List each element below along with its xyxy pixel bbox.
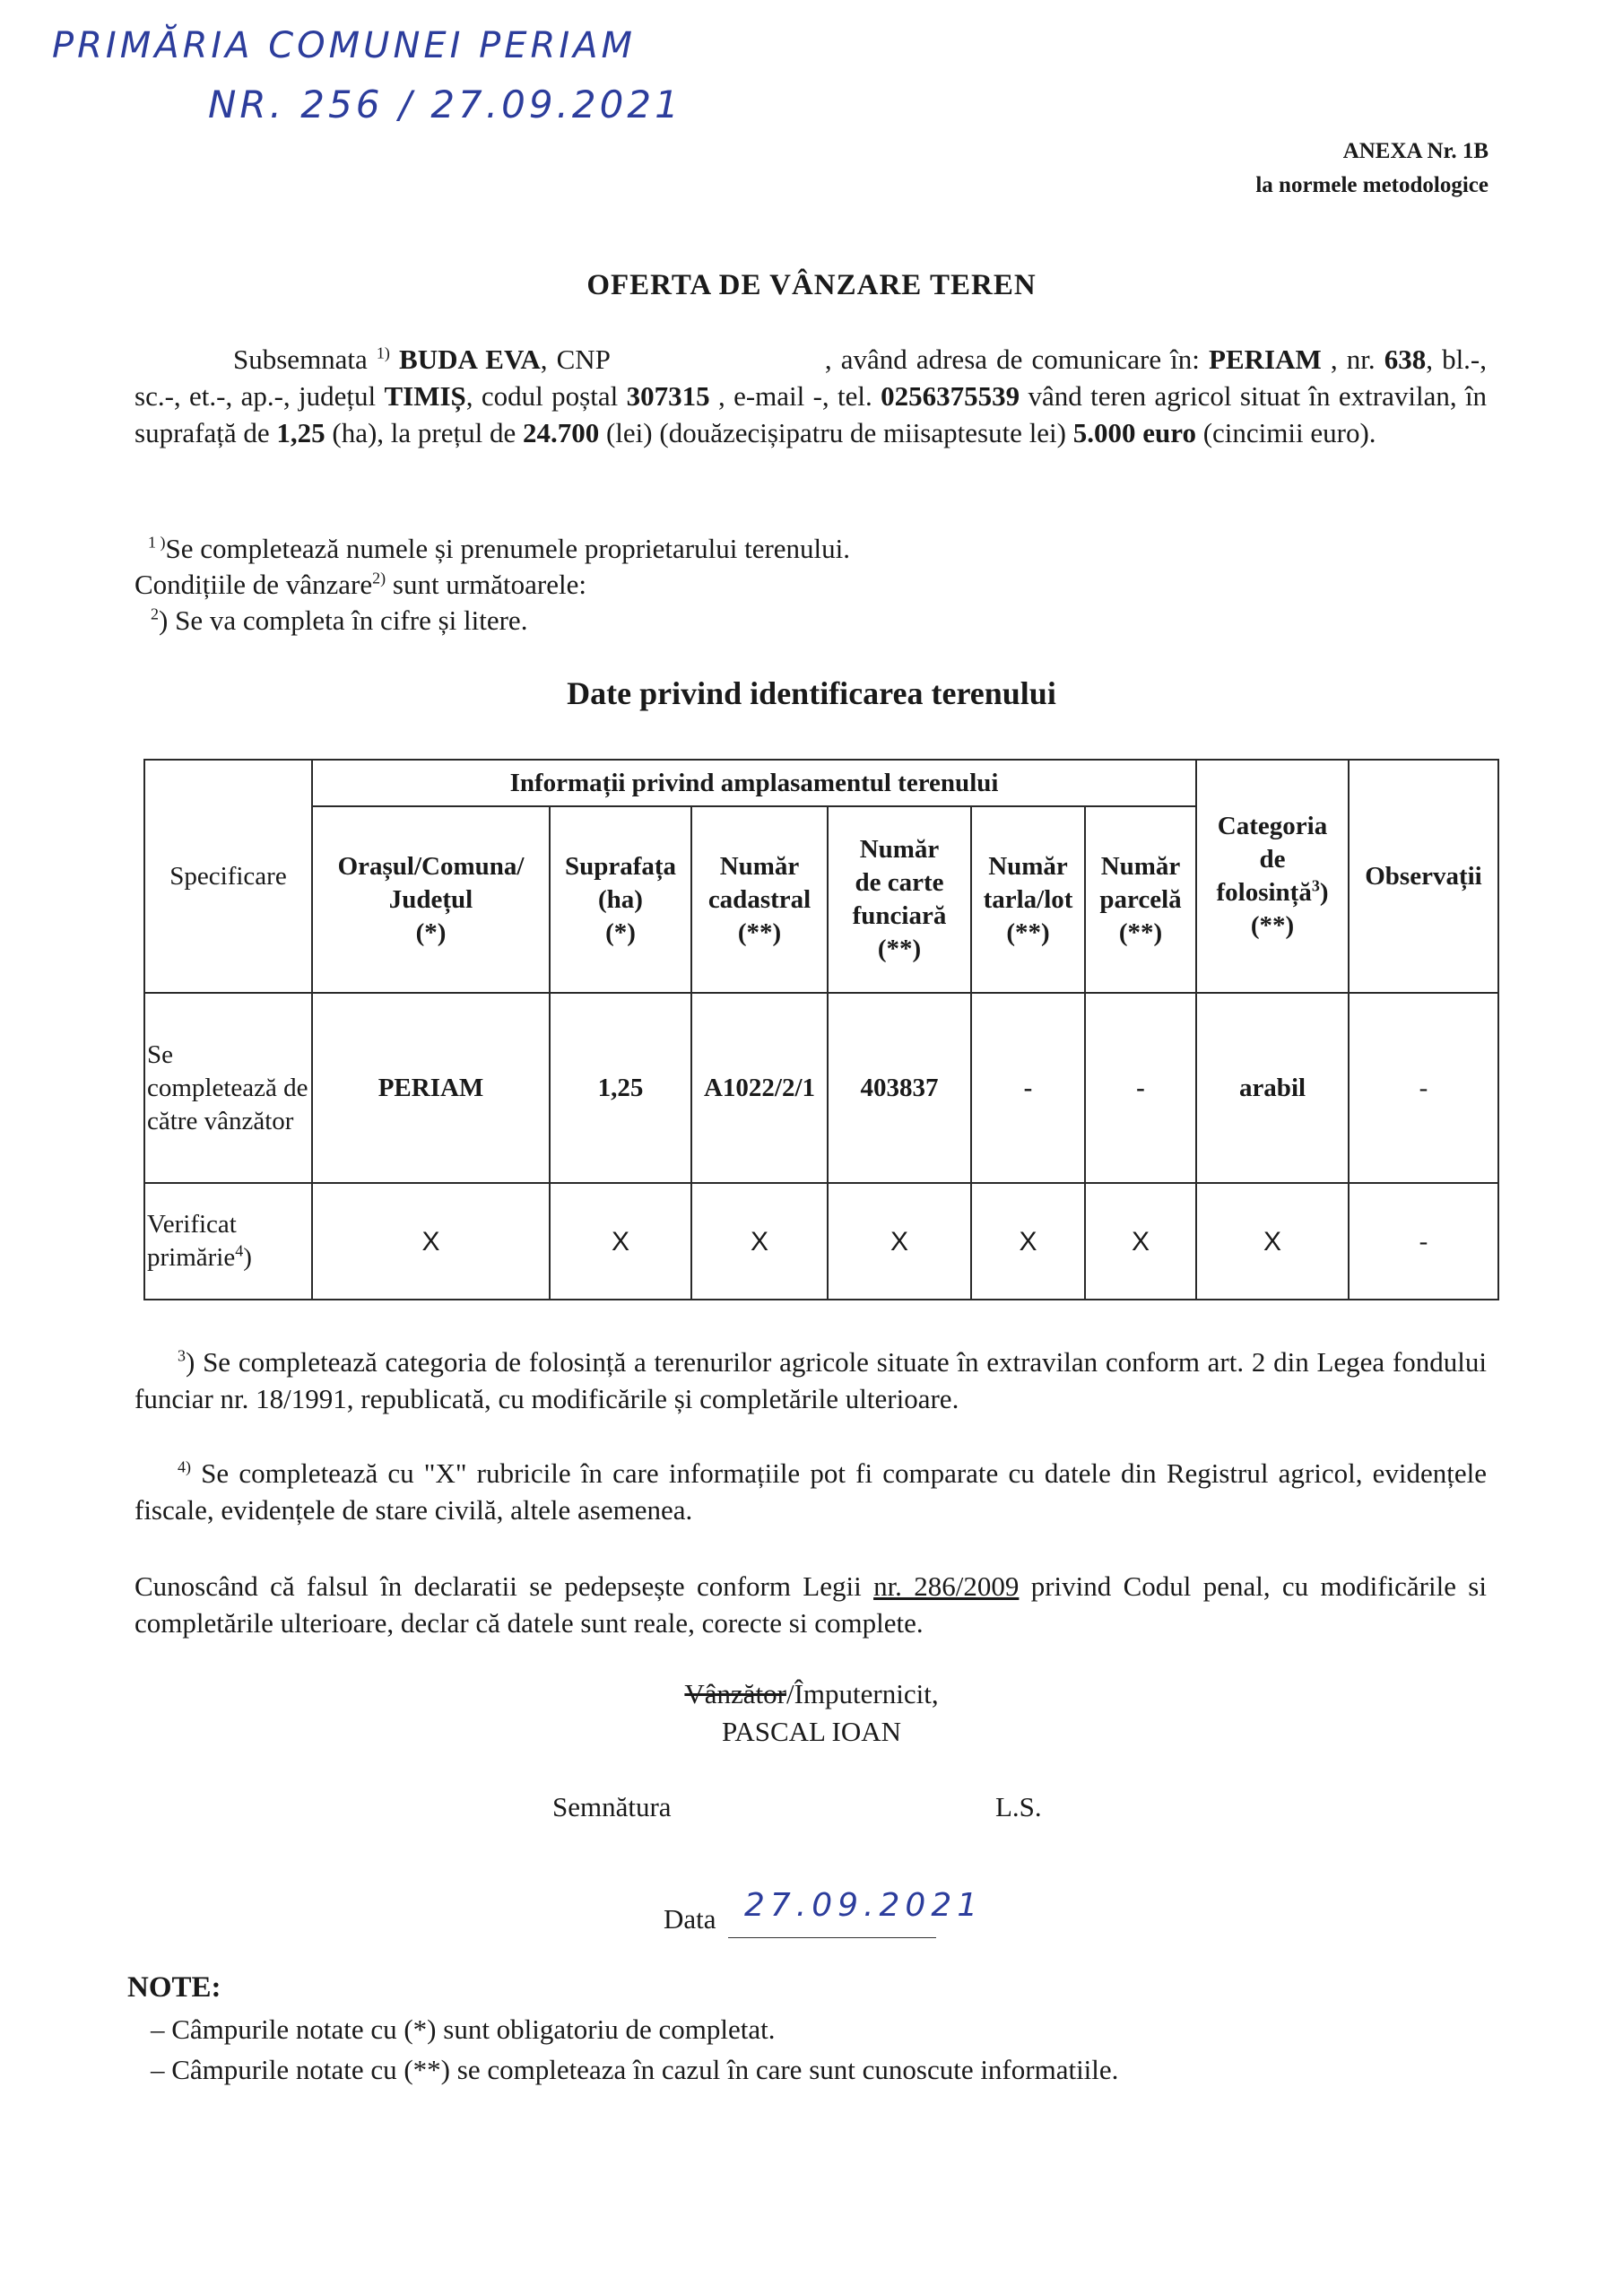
header-categoria: Categoria de folosință$^3$) (**) xyxy=(1196,760,1349,993)
notes-item-1: – Câmpurile notate cu (*) sunt obligatoriu de completat. xyxy=(151,2013,776,2045)
cell-categoria: arabil xyxy=(1196,993,1349,1183)
header-suprafata: Suprafața (ha) (*) xyxy=(550,806,691,993)
section-title: Date privind identificarea terenului xyxy=(567,675,1056,711)
signatory-name: PASCAL IOAN xyxy=(721,1716,902,1747)
row-label-seller: Se completează de către vânzător xyxy=(144,993,312,1183)
cell-carte-funciara: 403837 xyxy=(828,993,971,1183)
table-row-verification xyxy=(144,1183,1498,1300)
cell-cadastral: A1022/2/1 xyxy=(691,993,828,1183)
sale-conditions: Condițiile de vânzare$^{2)}$ sunt următoarele: xyxy=(135,569,586,600)
check-tarla: X xyxy=(971,1183,1085,1300)
signature-label: Semnătura xyxy=(552,1791,672,1822)
date-handwritten: 27.09.2021 xyxy=(744,1887,984,1924)
date-line xyxy=(728,1937,936,1938)
intro-paragraph: Subsemnata $^{1)}$ BUDA EVA, CNP , având adresa de comunicare în: PERIAM , nr. 638, bl.-, sc.-, et.-, ap.-, județul TIMIȘ, codul poștal 307315 , e-mail -, tel. 0256375539 vând teren agricol situat în extravilan, în suprafață de 1,25 (ha), la prețul de 24.700 (lei) (douăzecișipatru de miisaptesute lei) 5.000 euro (cincimii euro). xyxy=(135,344,1488,448)
annex-number: ANEXA Nr. 1B xyxy=(1342,139,1488,163)
header-tarla-lot: Număr tarla/lot (**) xyxy=(971,806,1085,993)
signatory-role: Vânzător/Împuternicit, xyxy=(684,1678,939,1709)
price-lei: 24.700 xyxy=(522,417,600,448)
notes-heading: NOTE: xyxy=(127,1971,221,2004)
date-label: Data xyxy=(664,1903,716,1935)
table-row-seller xyxy=(144,993,1498,1183)
law-reference: nr. 286/2009 xyxy=(873,1570,1020,1602)
cell-suprafata: 1,25 xyxy=(550,993,691,1183)
header-location-group: Informații privind amplasamentul terenului xyxy=(312,760,1196,806)
land-identification-table xyxy=(143,759,1499,1300)
cell-observatii: - xyxy=(1349,993,1498,1183)
check-oras: X xyxy=(312,1183,550,1300)
check-observatii: - xyxy=(1349,1183,1498,1300)
header-carte-funciara: Număr de carte funciară (**) xyxy=(828,806,971,993)
header-specificare: Specificare xyxy=(144,760,312,993)
header-observatii: Observații xyxy=(1349,760,1498,993)
locality: PERIAM xyxy=(1209,344,1322,375)
registry-stamp-line1: PRIMĂRIA COMUNEI PERIAM xyxy=(52,25,637,66)
check-categoria: X xyxy=(1196,1183,1349,1300)
note-2: $^2$) Se va completa în cifre și litere. xyxy=(151,604,528,636)
header-parcela: Număr parcelă (**) xyxy=(1085,806,1196,993)
document-title: OFERTA DE VÂNZARE TEREN xyxy=(586,269,1037,301)
annex-header xyxy=(1255,135,1488,203)
cell-oras: PERIAM xyxy=(312,993,550,1183)
footnote-4: $^{4)}$ Se completează cu "X" rubricile în care informațiile pot fi comparate cu datele din Registrul agricol, evidențele fiscale, evidențele de stare civilă, altele asemenea. xyxy=(135,1457,1487,1526)
declaration: Cunoscând că falsul în declaratii se pedepsește conform Legii nr. 286/2009 privind Codul penal, cu modificările si completările ulterioare, declar că datele sunt reale, corecte si complete. xyxy=(135,1570,1487,1639)
header-oras: Orașul/Comuna/ Județul (*) xyxy=(312,806,550,993)
county: TIMIȘ xyxy=(384,380,466,412)
phone: 0256375539 xyxy=(881,380,1020,412)
annex-subtitle: la normele metodologice xyxy=(1255,173,1488,197)
area-value: 1,25 xyxy=(276,417,325,448)
postal-code: 307315 xyxy=(626,380,710,412)
cell-tarla: - xyxy=(971,993,1085,1183)
owner-name: BUDA EVA xyxy=(399,344,541,375)
header-numar-cadastral: Număr cadastral (**) xyxy=(691,806,828,993)
row-label-verification: Verificat primărie$^4$) xyxy=(144,1183,312,1300)
note-1: $^{1 )}$Se completează numele și prenumele proprietarului terenului. xyxy=(148,533,851,564)
check-cadastral: X xyxy=(691,1183,828,1300)
seal-label: L.S. xyxy=(995,1791,1042,1822)
price-eur: 5.000 euro xyxy=(1072,417,1196,448)
cell-parcela: - xyxy=(1085,993,1196,1183)
footnote-3: $^3$) Se completează categoria de folosință a terenurilor agricole situate în extravilan conform art. 2 din Legea fondului funciar nr. 18/1991, republicată, cu modificările și completările ulterioare. xyxy=(135,1346,1487,1414)
check-suprafata: X xyxy=(550,1183,691,1300)
check-parcela: X xyxy=(1085,1183,1196,1300)
check-carte-funciara: X xyxy=(828,1183,971,1300)
registry-stamp-line2: NR. 256 / 27.09.2021 xyxy=(208,83,682,126)
notes-item-2: – Câmpurile notate cu (**) se completeaza în cazul în care sunt cunoscute informatiile. xyxy=(151,2054,1119,2085)
